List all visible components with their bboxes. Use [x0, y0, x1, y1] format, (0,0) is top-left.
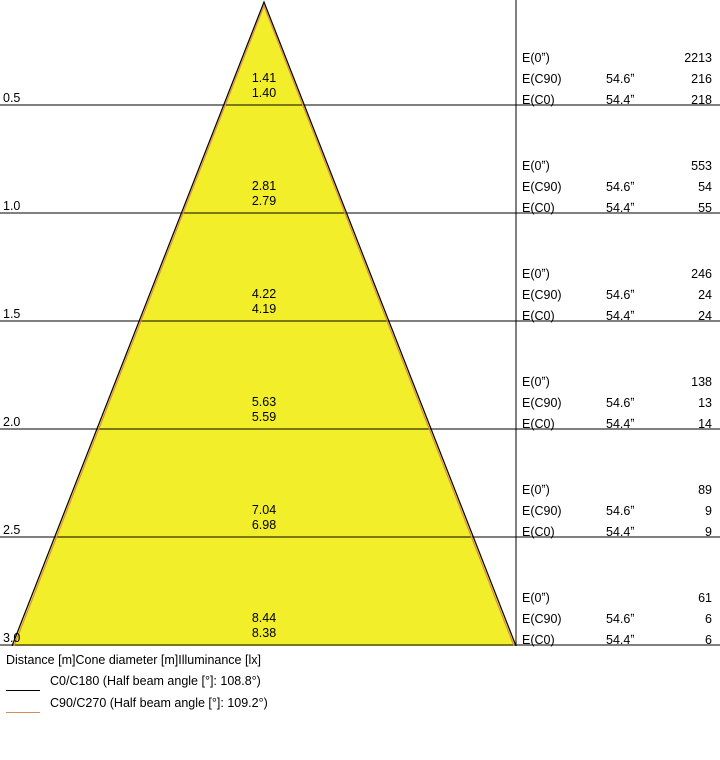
illuminance-value-4-2: 13	[698, 396, 712, 410]
illuminance-label-4-1: E(0ˮ)	[522, 375, 550, 389]
illuminance-label-6-3: E(C0)	[522, 633, 555, 647]
illuminance-value-4-1: 138	[691, 375, 712, 389]
cone-diameter-c0-1: 1.41	[251, 71, 277, 85]
illuminance-angle-4-2: 54.6ˮ	[606, 396, 635, 410]
distance-label-1: 0.5	[3, 91, 21, 105]
legend-label-c90: C90/C270 (Half beam angle [°]: 109.2°)	[50, 696, 268, 710]
illuminance-label-5-2: E(C90)	[522, 504, 562, 518]
illuminance-label-6-2: E(C90)	[522, 612, 562, 626]
illuminance-angle-3-3: 54.4ˮ	[606, 309, 635, 323]
illuminance-label-3-2: E(C90)	[522, 288, 562, 302]
illuminance-value-6-1: 61	[698, 591, 712, 605]
illuminance-angle-1-3: 54.4ˮ	[606, 93, 635, 107]
cone-diameter-c90-5: 6.98	[251, 518, 277, 532]
illuminance-value-6-2: 6	[705, 612, 712, 626]
legend-item-c90	[6, 696, 268, 760]
axis-caption: Distance [m]Cone diameter [m]Illuminance [lx]	[6, 653, 261, 667]
illuminance-label-1-1: E(0ˮ)	[522, 51, 550, 65]
illuminance-angle-3-2: 54.6ˮ	[606, 288, 635, 302]
illuminance-label-2-2: E(C90)	[522, 180, 562, 194]
illuminance-label-6-1: E(0ˮ)	[522, 591, 550, 605]
illuminance-value-1-3: 218	[691, 93, 712, 107]
illuminance-value-1-2: 216	[691, 72, 712, 86]
distance-label-6: 3.0	[3, 631, 21, 645]
illuminance-label-3-3: E(C0)	[522, 309, 555, 323]
illuminance-value-1-1: 2213	[684, 51, 712, 65]
illuminance-value-5-2: 9	[705, 504, 712, 518]
distance-label-4: 2.0	[3, 415, 21, 429]
cone-diameter-c0-4: 5.63	[251, 395, 277, 409]
illuminance-label-5-3: E(C0)	[522, 525, 555, 539]
cone-diameter-c0-2: 2.81	[251, 179, 277, 193]
illuminance-label-1-2: E(C90)	[522, 72, 562, 86]
illuminance-label-4-3: E(C0)	[522, 417, 555, 431]
illuminance-value-5-1: 89	[698, 483, 712, 497]
illuminance-angle-5-3: 54.4ˮ	[606, 525, 635, 539]
cone-diameter-c0-3: 4.22	[251, 287, 277, 301]
cone-diameter-c0-5: 7.04	[251, 503, 277, 517]
illuminance-value-2-3: 55	[698, 201, 712, 215]
illuminance-value-2-1: 553	[691, 159, 712, 173]
distance-label-5: 2.5	[3, 523, 21, 537]
illuminance-angle-6-3: 54.4ˮ	[606, 633, 635, 647]
illuminance-value-6-3: 6	[705, 633, 712, 647]
cone-diameter-c90-6: 8.38	[251, 626, 277, 640]
chart-footer	[0, 646, 720, 720]
illuminance-angle-2-3: 54.4ˮ	[606, 201, 635, 215]
cone-diameter-c90-1: 1.40	[251, 86, 277, 100]
illuminance-label-3-1: E(0ˮ)	[522, 267, 550, 281]
illuminance-angle-6-2: 54.6ˮ	[606, 612, 635, 626]
illuminance-angle-1-2: 54.6ˮ	[606, 72, 635, 86]
distance-label-3: 1.5	[3, 307, 21, 321]
distance-label-2: 1.0	[3, 199, 21, 213]
cone-diameter-c90-4: 5.59	[251, 410, 277, 424]
illuminance-value-3-2: 24	[698, 288, 712, 302]
illuminance-value-4-3: 14	[698, 417, 712, 431]
illuminance-angle-5-2: 54.6ˮ	[606, 504, 635, 518]
illuminance-label-2-1: E(0ˮ)	[522, 159, 550, 173]
illuminance-value-3-3: 24	[698, 309, 712, 323]
illuminance-label-1-3: E(C0)	[522, 93, 555, 107]
illuminance-label-2-3: E(C0)	[522, 201, 555, 215]
illuminance-value-5-3: 9	[705, 525, 712, 539]
illuminance-angle-4-3: 54.4ˮ	[606, 417, 635, 431]
illuminance-label-5-1: E(0ˮ)	[522, 483, 550, 497]
legend-swatch-c90-icon	[6, 712, 40, 713]
illuminance-angle-2-2: 54.6ˮ	[606, 180, 635, 194]
legend-label-c0: C0/C180 (Half beam angle [°]: 108.8°)	[50, 674, 261, 688]
cone-diameter-c90-2: 2.79	[251, 194, 277, 208]
illuminance-label-4-2: E(C90)	[522, 396, 562, 410]
legend-swatch-c0-icon	[6, 690, 40, 691]
cone-diameter-c0-6: 8.44	[251, 611, 277, 625]
illuminance-value-3-1: 246	[691, 267, 712, 281]
illuminance-value-2-2: 54	[698, 180, 712, 194]
cone-diameter-c90-3: 4.19	[251, 302, 277, 316]
